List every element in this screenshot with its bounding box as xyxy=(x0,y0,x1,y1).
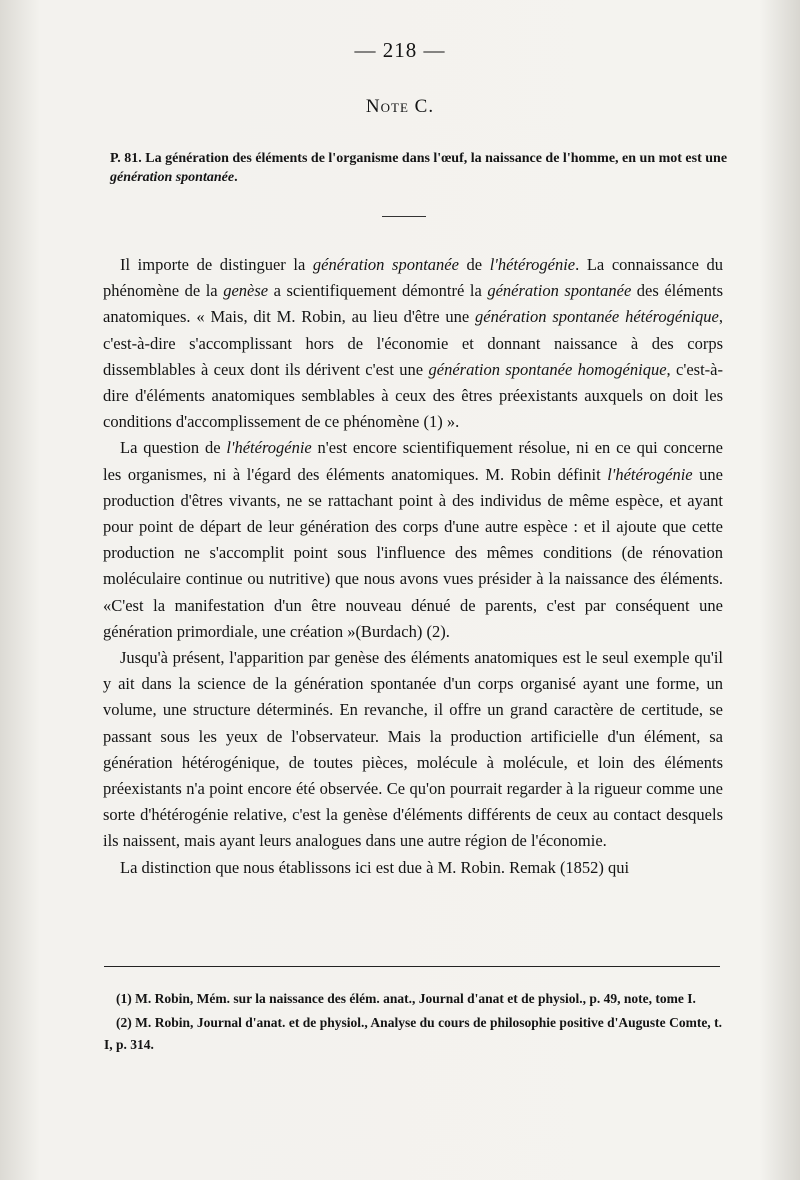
footnote-1: (1) M. Robin, Mém. sur la naissance des élém. anat., Journal d'anat et de physiol., p. 49, note, tome I. xyxy=(116,991,696,1006)
reference-term: génération spontanée xyxy=(110,170,235,185)
note-reference xyxy=(110,149,730,187)
p2-text-c: n'est encore scientifiquement résolue, ni en ce qui concerne les organismes, ni à l'égard des éléments anatomiques. M. Robin définit xyxy=(103,438,724,484)
paragraph-2 xyxy=(103,435,723,645)
note-title: Note C. xyxy=(365,96,435,117)
reference-tail: . xyxy=(234,170,238,185)
p1-text-g: a scientifiquement démontré la xyxy=(268,281,488,301)
p1-text-e: . La connaissance du phénomène de la xyxy=(103,255,724,301)
paragraph-4: La distinction que nous établissons ici est due à M. Robin. Remak (1852) qui xyxy=(120,857,630,877)
p1-italic-d: l'hétérogénie xyxy=(489,255,576,274)
p1-text-a: Il importe de distinguer la xyxy=(120,255,313,274)
reference-lead: P. 81. La génération des éléments de l'organisme dans l'œuf, la naissance de l'homme, en un mot est une xyxy=(110,151,728,166)
p1-text-k: , c'est-à-dire s'accomplissant hors de l'économie et donnant naissance à des corps dissemblables à ceux dont ils dérivent c'est une xyxy=(103,307,723,379)
p1-italic-f: genèse xyxy=(223,281,269,301)
p1-text-c: de xyxy=(458,255,490,274)
section-divider xyxy=(382,216,426,217)
paragraph-1 xyxy=(103,252,723,435)
p2-text-a: La question de xyxy=(120,438,227,458)
footnotes xyxy=(104,988,722,1058)
footnote-divider xyxy=(104,966,720,967)
p1-text-m: , c'est-à-dire d'éléments anatomiques semblables à ceux des êtres préexistants auxquels on doit les conditions d'accomplissement de ce phénomène (1) ». xyxy=(103,359,723,432)
p1-italic-b: génération spontanée xyxy=(312,255,459,274)
p1-italic-h: génération spontanée xyxy=(487,281,632,301)
paragraph-3: Jusqu'à présent, l'apparition par genèse des éléments anatomiques est le seul exemple qu'il y ait dans la science de la génération spontanée d'un corps organisé ayant une forme, un volume, une structure déterminés. En revanche, il offre un grand caractère de certitude, se passant sous les yeux de l'observateur. Mais la production artificielle d'un élément, sa génération hétérogénique, de toutes pièces, molécule à molécule, et loin des éléments préexistants n'a point encore été observée. Ce qu'on pourrait regarder à la rigueur comme une sorte d'hétérogénie relative, c'est la genèse d'éléments différents de ceux au contact desquels ils naissent, mais ayant leurs analogues dans une autre région de l'économie. xyxy=(103,648,723,851)
p1-italic-j: génération spontanée hétérogénique xyxy=(475,307,719,327)
body-text xyxy=(103,252,723,881)
footnote-2: (2) M. Robin, Journal d'anat. et de physiol., Analyse du cours de philosophie positive d'Auguste Comte, t. I, p. 314. xyxy=(104,1015,722,1052)
p2-italic-d: l'hétérogénie xyxy=(607,464,693,484)
p1-italic-l: génération spontanée homogénique xyxy=(428,359,667,379)
p2-text-e: une production d'êtres vivants, ne se rattachant point à des individus de même espèce, et ayant pour point de départ de leur génération des corps d'une autre espèce : et il ajoute que cette production ne s'accomplit point sous l'influence des mêmes conditions (de rénovation moléculaire continue ou nutritive) que nous avons vues présider à la naissance des éléments. «C'est la manifestation d'un être nouveau dénué de parents, c'est par conséquent une génération primordiale, une création »(Burdach) (2). xyxy=(103,464,723,641)
p2-italic-b: l'hétérogénie xyxy=(226,438,312,458)
p1-text-i: des éléments anatomiques. « Mais, dit M. Robin, au lieu d'être une xyxy=(103,281,723,327)
page-number: — 218 — xyxy=(354,38,446,62)
